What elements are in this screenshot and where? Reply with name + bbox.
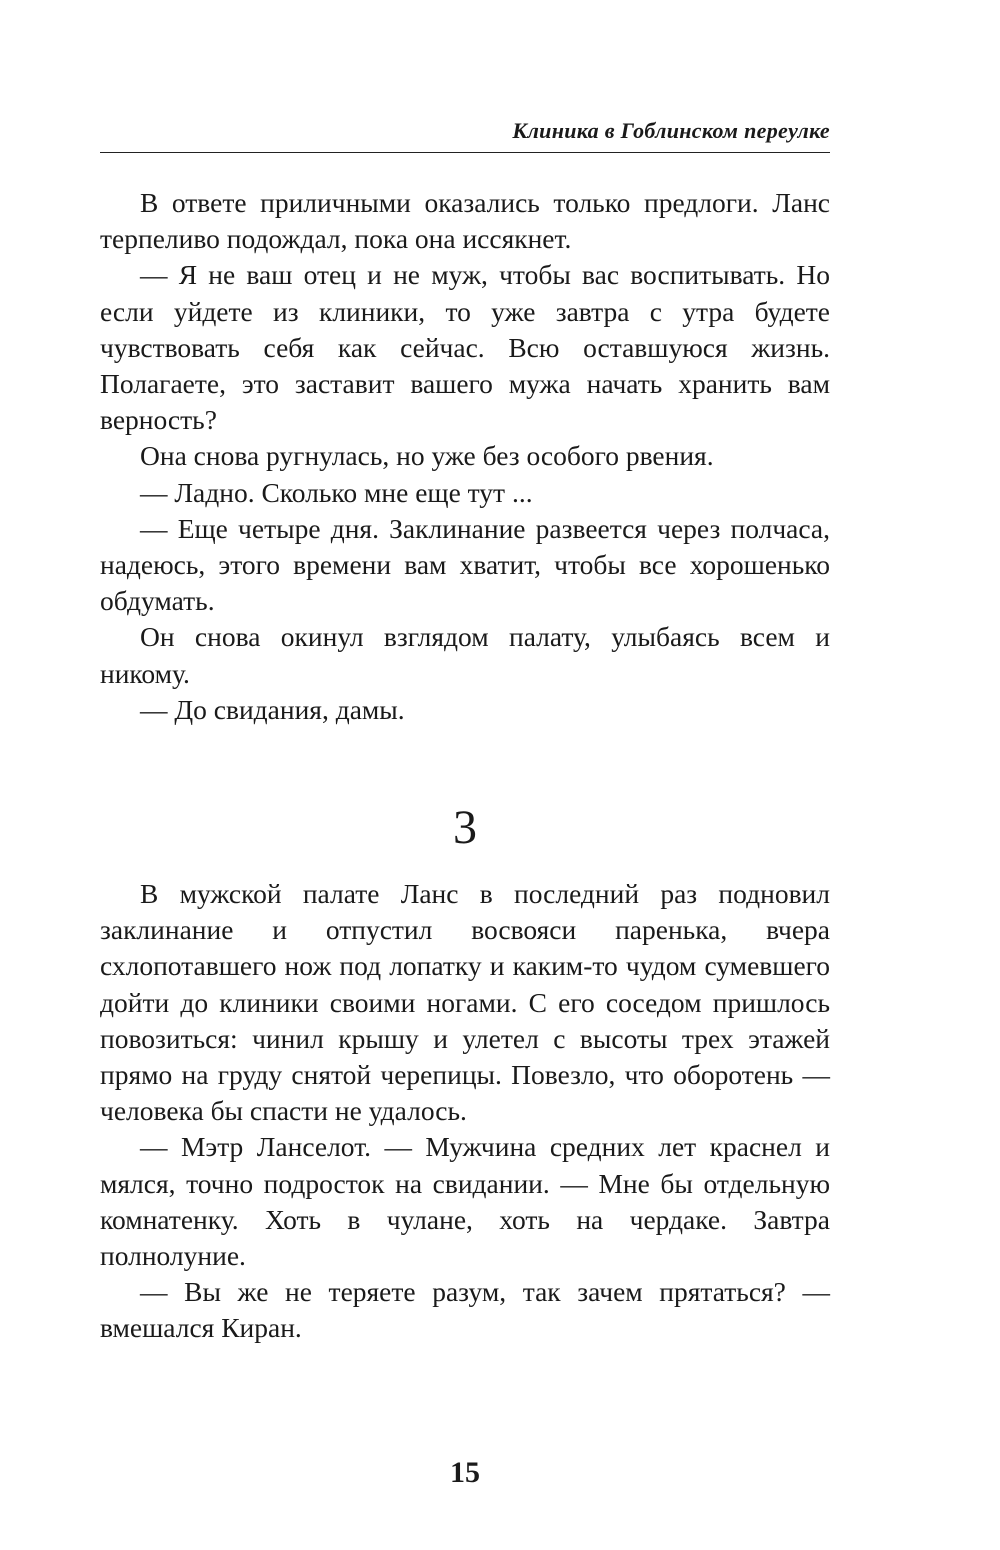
paragraph: — Еще четыре дня. Заклинание развеется через полчаса, надеюсь, этого времени вам хватит, чтобы все хорошенько обдумать. <box>100 512 830 617</box>
paragraph: Он снова окинул взглядом палату, улыбаясь всем и никому. <box>100 621 830 689</box>
paragraph: — Я не ваш отец и не муж, чтобы вас воспитывать. Но если уйдете из клиники, то уже завтра с утра будете чувствовать себя как сейчас. Всю оставшуюся жизнь. Полагаете, это заставит вашего мужа начать хранить вам верность? <box>100 259 830 436</box>
paragraph: В ответе приличными оказались только предлоги. Ланс терпеливо подождал, пока она иссякнет. <box>100 187 830 255</box>
paragraph: — Вы же не теряете разум, так зачем прятаться? — вмешался Киран. <box>100 1276 830 1344</box>
paragraph: — До свидания, дамы. <box>140 693 405 725</box>
paragraph: В мужской палате Ланс в последний раз подновил заклинание и отпустил восвояси паренька, вчера схлопотавшего нож под лопатку и каким-то чудом сумевшего дойти до клиники своими ногами. С его соседом пришлось повозиться: чинил крышу и улетел с высоты трех этажей прямо на груду снятой черепицы. Повезло, что оборотень — человека бы спасти не удалось. <box>100 878 830 1127</box>
page-number: 15 <box>450 1456 480 1489</box>
paragraph: — Ладно. Сколько мне еще тут ... <box>140 476 533 508</box>
header-rule <box>100 152 830 153</box>
chapter-number: 3 <box>453 801 477 854</box>
section-top <box>100 185 830 728</box>
section-bottom <box>100 876 830 1347</box>
paragraph: Она снова ругнулась, но уже без особого рвения. <box>140 440 714 472</box>
paragraph: — Мэтр Ланселот. — Мужчина средних лет краснел и мялся, точно подросток на свидании. — Мне бы отдельную комнатенку. Хоть в чулане, хоть на чердаке. Завтра полнолуние. <box>100 1131 830 1272</box>
running-title: Клиника в Гоблинском переулке <box>512 118 830 143</box>
